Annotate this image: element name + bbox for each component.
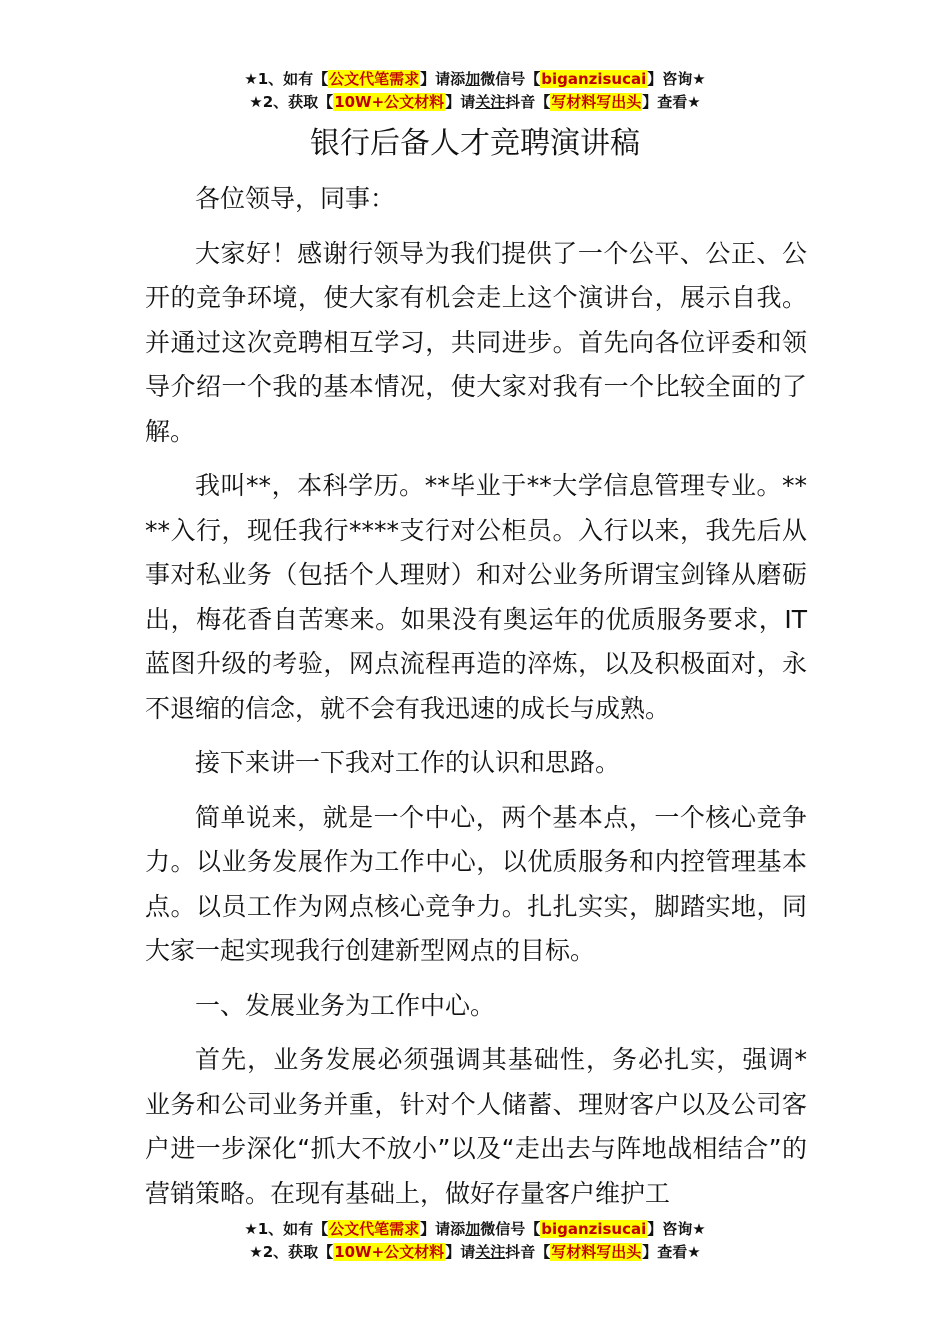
highlight-writing-service: 公文代笔需求 xyxy=(329,1220,420,1238)
paragraph-transition: 接下来讲一下我对工作的认识和思路。 xyxy=(195,748,621,777)
highlight-writing-service: 公文代笔需求 xyxy=(329,70,420,88)
paragraph-greeting: 大家好！感谢行领导为我们提供了一个公平、公正、公开的竞争环境，使大家有机会走上这个演讲台，展示自我。并通过这次竞聘相互学习，共同进步。首先向各位评委和领导介绍一个我的基本情况，使大家对我有一个比较全面的了解。 xyxy=(145,238,807,446)
paragraph-salutation: 各位领导，同事： xyxy=(195,184,396,213)
header-banner xyxy=(0,68,950,114)
highlight-wechat-id: biganzisucai xyxy=(541,1220,647,1238)
document-body xyxy=(145,177,807,1226)
highlight-materials: 10W+公文材料 xyxy=(334,1243,445,1261)
highlight-materials: 10W+公文材料 xyxy=(334,93,445,111)
highlight-wechat-id: biganzisucai xyxy=(541,70,647,88)
banner-line-2: ★2、获取【10W+公文材料】请关注抖音【写材料写出头】查看★ xyxy=(249,1243,701,1261)
page-title: 银行后备人才竞聘演讲稿 xyxy=(310,126,640,161)
banner-line-1: ★1、如有【公文代笔需求】请添加微信号【biganzisucai】咨询★ xyxy=(244,1220,706,1238)
banner-line-2: ★2、获取【10W+公文材料】请关注抖音【写材料写出头】查看★ xyxy=(249,93,701,111)
banner-line-1: ★1、如有【公文代笔需求】请添加微信号【biganzisucai】咨询★ xyxy=(244,70,706,88)
highlight-douyin-account: 写材料写出头 xyxy=(551,1243,642,1261)
footer-banner xyxy=(0,1218,950,1264)
paragraph-self-intro: 我叫**，本科学历。**毕业于**大学信息管理专业。****入行，现任我行****支行对公柜员。入行以来，我先后从事对私业务（包括个人理财）和对公业务所谓宝剑锋从磨砺出，梅花香自苦寒来。如果没有奥运年的优质服务要求，IT蓝图升级的考验，网点流程再造的淬炼，以及积极面对，永不退缩的信念，就不会有我迅速的成长与成熟。 xyxy=(145,471,807,723)
highlight-douyin-account: 写材料写出头 xyxy=(551,93,642,111)
paragraph-summary: 简单说来，就是一个中心，两个基本点，一个核心竞争力。以业务发展作为工作中心，以优质服务和内控管理基本点。以员工作为网点核心竞争力。扎扎实实，脚踏实地，同大家一起实现我行创建新型网点的目标。 xyxy=(145,802,807,965)
section-heading-1: 一、发展业务为工作中心。 xyxy=(195,990,496,1020)
paragraph-business-development: 首先，业务发展必须强调其基础性，务必扎实，强调*业务和公司业务并重，针对个人储蓄、理财客户以及公司客户进一步深化“抓大不放小”以及“走出去与阵地战相结合”的营销策略。在现有基础上，做好存量客户维护工 xyxy=(145,1045,807,1208)
